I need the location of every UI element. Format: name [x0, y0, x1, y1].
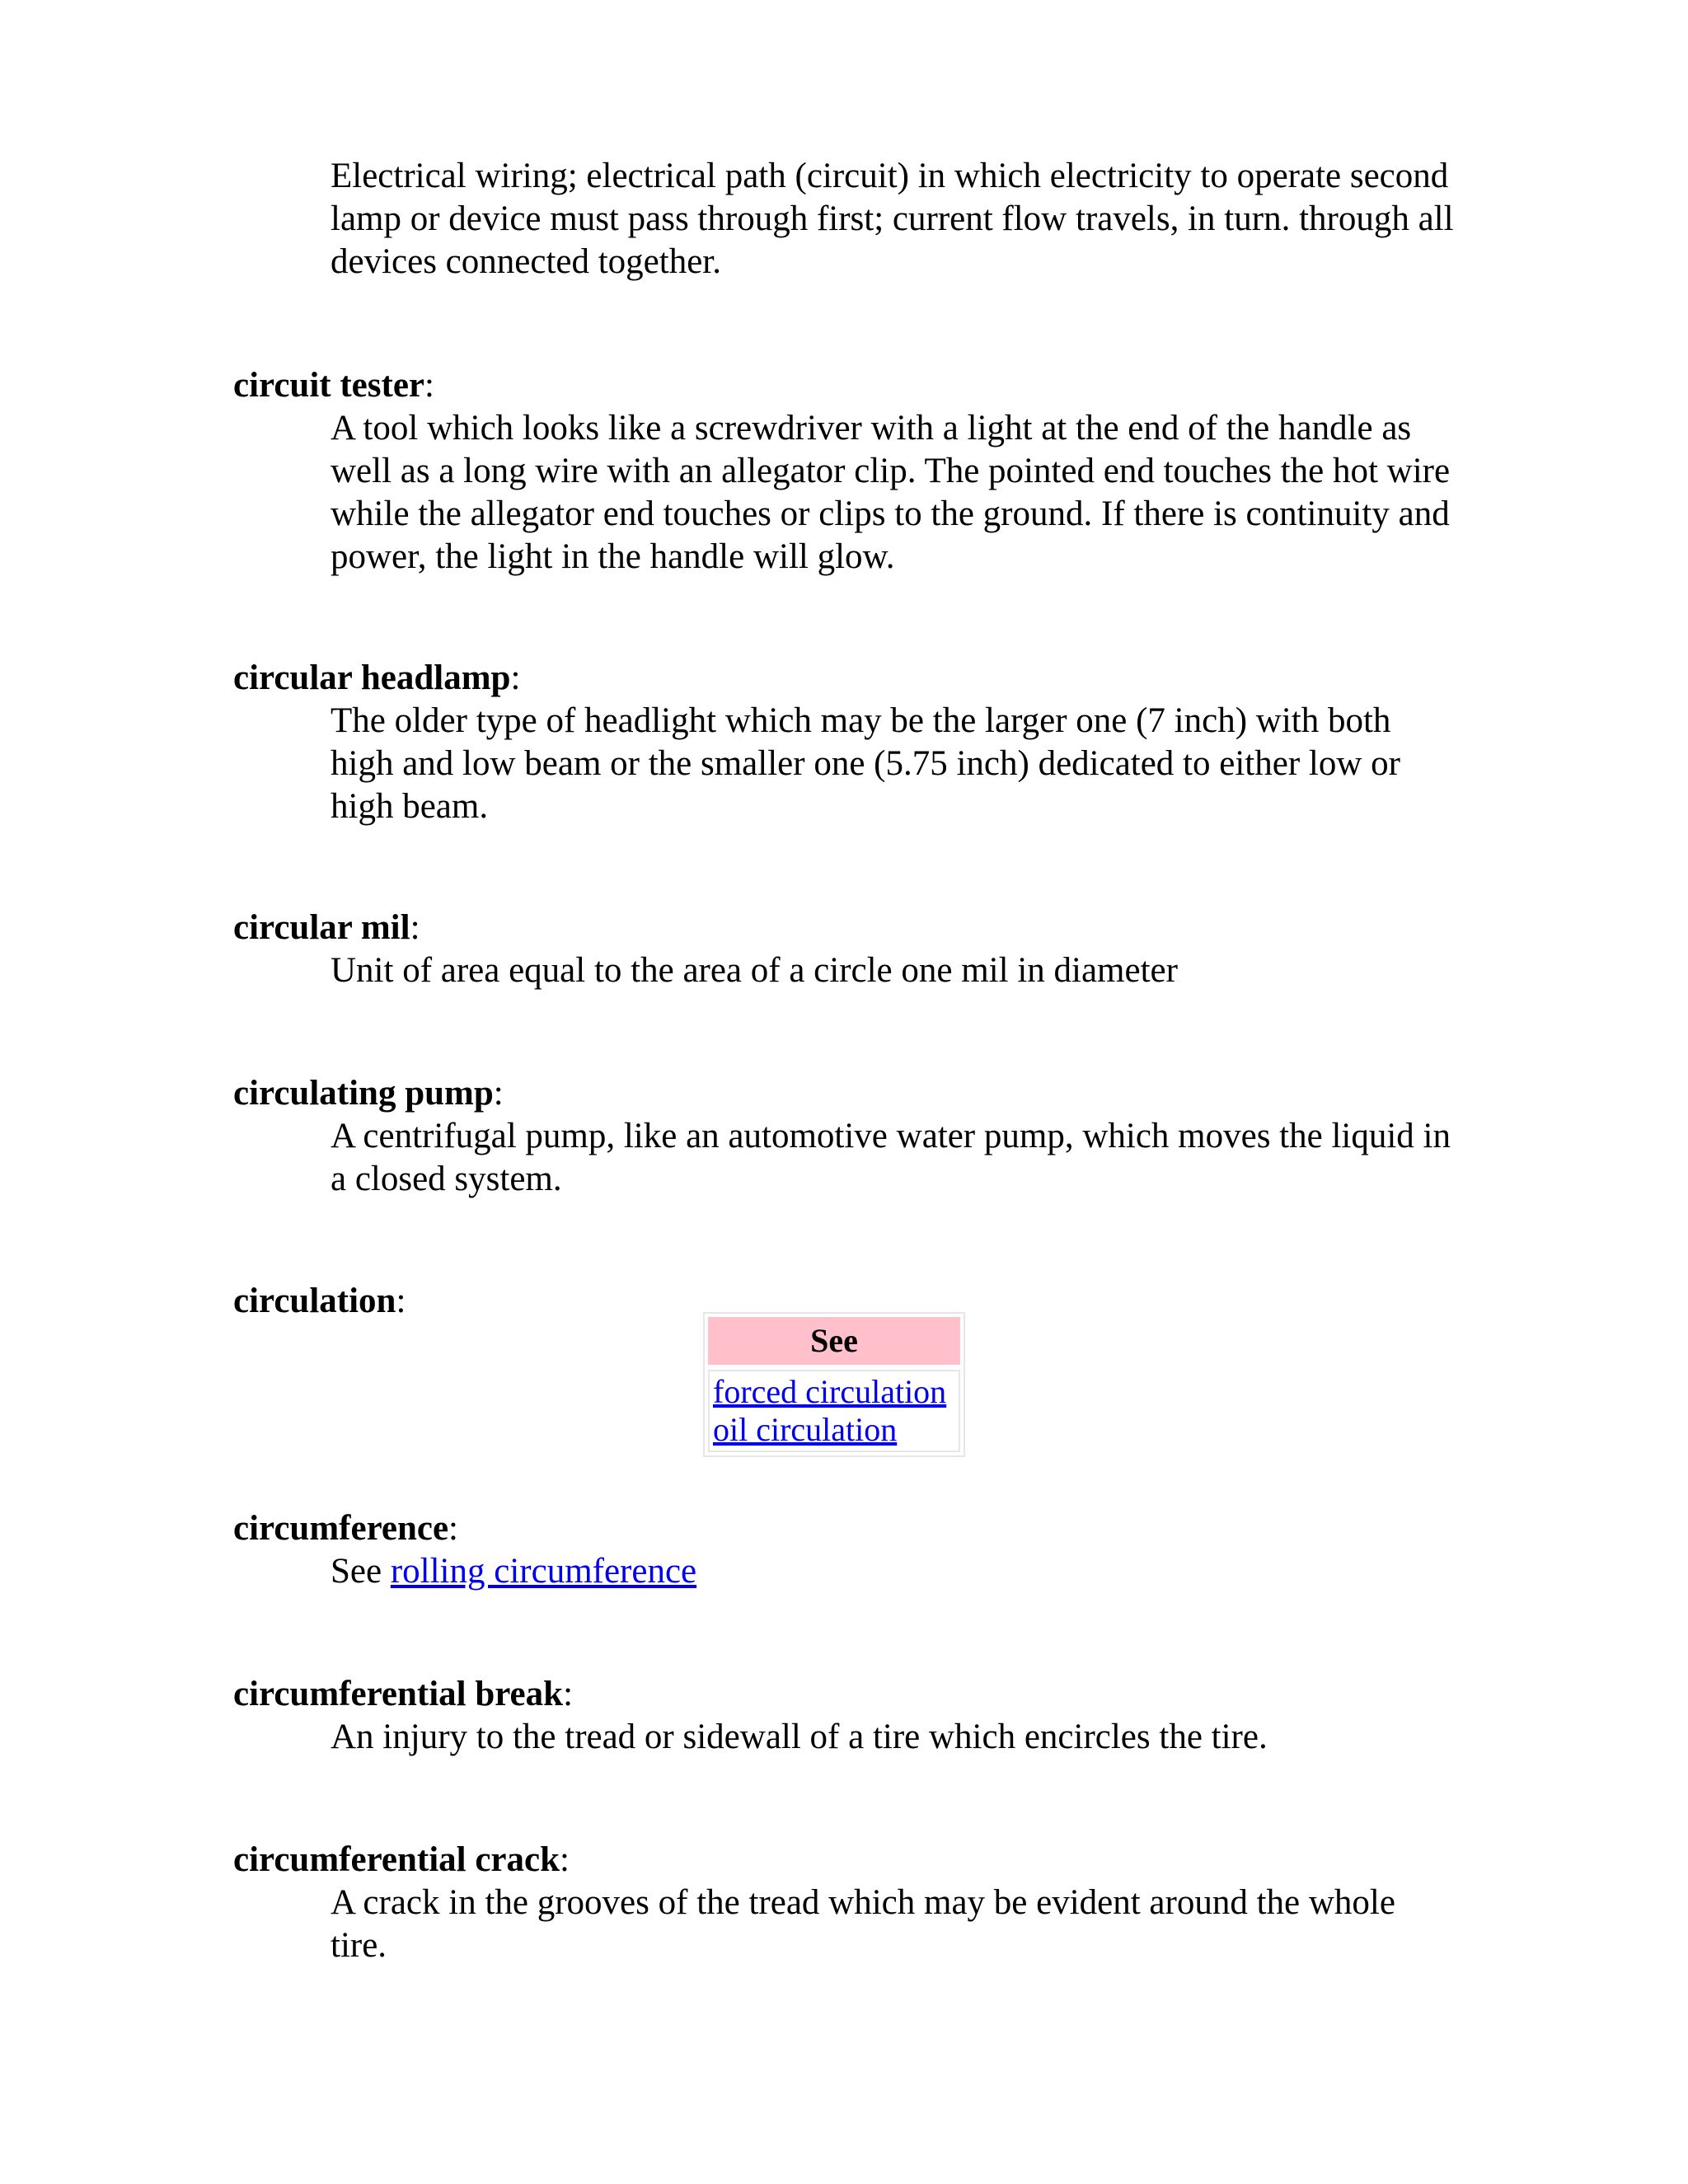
term-circumferential-crack	[233, 1839, 570, 1882]
term-label: circulation	[233, 1282, 396, 1320]
term-colon: :	[563, 1675, 574, 1713]
definition-circular-mil	[331, 949, 1460, 992]
term-colon: :	[410, 908, 420, 947]
definition-text	[331, 1550, 1460, 1593]
definition-series-circuit	[331, 155, 1460, 284]
definition-circumferential-break	[331, 1716, 1460, 1759]
definition-circumference	[331, 1550, 1460, 1593]
term-circulation	[233, 1280, 406, 1323]
link-oil-circulation[interactable]: oil circulation	[713, 1411, 898, 1448]
term-label: circulating pump	[233, 1074, 494, 1113]
link-rolling-circumference[interactable]: rolling circumference	[390, 1552, 697, 1591]
definition-text: The older type of headlight which may be the larger one (7 inch) with both high and low beam or the smaller one (5.75 inch) dedicated to either low or high beam.	[331, 701, 1400, 826]
term-label: circumferential break	[233, 1675, 564, 1713]
term-circular-mil	[233, 907, 420, 949]
term-label: circuit tester	[233, 366, 424, 405]
see-also-header: See	[708, 1317, 960, 1365]
term-label: circular headlamp	[233, 658, 511, 697]
term-label: circumferential crack	[233, 1840, 560, 1879]
definition-text: A tool which looks like a screwdriver with a light at the end of the handle as well as a long wire with an allegator clip. The pointed end touches the hot wire while the allegator end touches or clips to the ground. If there is continuity and power, the light in the handle will glow.	[331, 409, 1451, 576]
term-colon: :	[424, 366, 434, 405]
term-colon: :	[396, 1282, 406, 1320]
definition-circulating-pump	[331, 1115, 1460, 1201]
term-label: circumference	[233, 1509, 449, 1548]
definition-text: A crack in the grooves of the tread which may be evident around the whole tire.	[331, 1883, 1395, 1965]
definition-circumferential-crack	[331, 1882, 1460, 1967]
see-prefix: See	[331, 1552, 391, 1591]
term-circumference	[233, 1507, 458, 1550]
definition-text: Unit of area equal to the area of a circle one mil in diameter	[331, 951, 1178, 990]
see-also-box	[703, 1312, 965, 1457]
definition-circuit-tester	[331, 407, 1460, 579]
term-label: circular mil	[233, 908, 410, 947]
term-circumferential-break	[233, 1673, 573, 1716]
term-circular-headlamp	[233, 657, 520, 700]
definition-text: A centrifugal pump, like an automotive water pump, which moves the liquid in a closed system.	[331, 1117, 1451, 1198]
definition-text: Electrical wiring; electrical path (circuit) in which electricity to operate second lamp or device must pass through first; current flow travels, in turn. through all devices connected together.	[331, 157, 1454, 281]
link-forced-circulation[interactable]: forced circulation	[713, 1373, 947, 1410]
see-also-list	[708, 1370, 960, 1452]
term-colon: :	[448, 1509, 458, 1548]
term-colon: :	[560, 1840, 570, 1879]
term-colon: :	[493, 1074, 504, 1113]
term-colon: :	[510, 658, 521, 697]
term-circuit-tester	[233, 364, 434, 407]
definition-circular-headlamp	[331, 700, 1460, 828]
term-circulating-pump	[233, 1072, 504, 1115]
definition-text: An injury to the tread or sidewall of a tire which encircles the tire.	[331, 1718, 1268, 1756]
